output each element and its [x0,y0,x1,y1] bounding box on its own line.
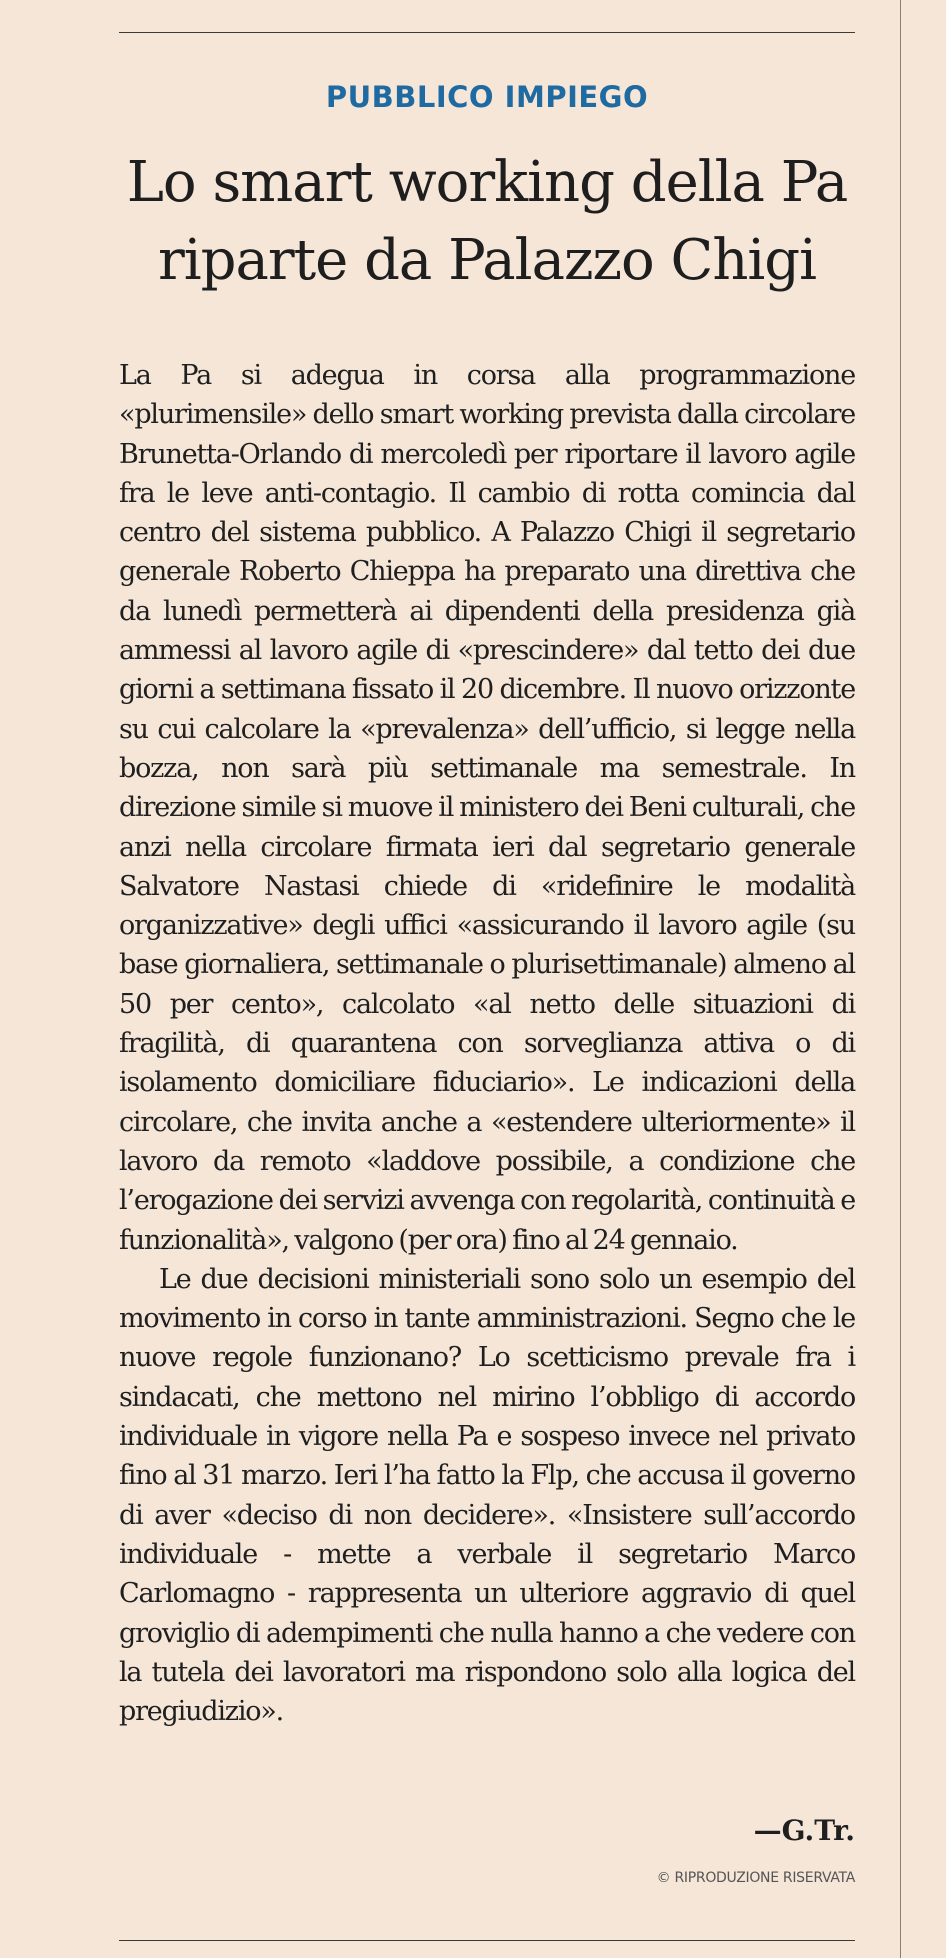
column-divider [900,0,901,1958]
article-body [119,356,855,1731]
article-paragraph-1: La Pa si adegua in corsa alla programmazione «plurimensile» dello smart working prevista dalla circolare Brunetta-Orlando di mercoledì per riportare il lavoro agile fra le leve anti-contagio. Il cambio di rotta comincia dal centro del sistema pubblico. A Palazzo Chigi il segretario generale Roberto Chieppa ha preparato una direttiva che da lunedì permetterà ai dipendenti della presidenza già ammessi al lavoro agile di «prescindere» dal tetto dei due giorni a settimana fissato il 20 dicembre. Il nuovo orizzonte su cui calcolare la «prevalenza» dell’ufficio, si legge nella bozza, non sarà più settimanale ma semestrale. In direzione simile si muove il ministero dei Beni culturali, che anzi nella circolare firmata ieri dal segretario generale Salvatore Nastasi chiede di «ridefinire le modalità organizzative» degli uffici «assicurando il lavoro agile (su base giornaliera, settimanale o plurisettimanale) almeno al 50 per cento», calcolato «al netto delle situazioni di fragilità, di quarantena con sorveglianza attiva o di isolamento domiciliare fiduciario». Le indicazioni della circolare, che invita anche a «estendere ulteriormente» il lavoro da remoto «laddove possibile, a condizione che l’erogazione dei servizi avvenga con regolarità, continuità e funzionalità», valgono (per ora) fino al 24 gennaio. [119,360,855,1256]
section-kicker: PUBBLICO IMPIEGO [325,80,649,114]
top-rule [119,32,855,33]
headline-line-2: riparte da Palazzo Chigi [157,228,817,293]
headline-line-1: Lo smart working della Pa [126,150,848,215]
article-paragraph-2: Le due decisioni ministeriali sono solo un esempio del movimento in corso in tante amministrazioni. Segno che le nuove regole funzionano? Lo scetticismo prevale fra i sindacati, che mettono nel mirino l’obbligo di accordo individuale in vigore nella Pa e sospeso invece nel privato fino al 31 marzo. Ieri l’ha fatto la Flp, che accusa il governo di aver «deciso di non decidere». «Insistere sull’accordo individuale - mette a verbale il segretario Marco Carlomagno - rappresenta un ulteriore aggravio di quel groviglio di adempimenti che nulla hanno a che vedere con la tutela dei lavoratori ma rispondono solo alla logica del pregiudizio». [119,1263,855,1728]
bottom-rule [119,1940,855,1941]
copyright-notice: © RIPRODUZIONE RISERVATA [656,1870,855,1886]
author-signature: —G.Tr. [753,1814,855,1847]
article-headline [100,144,874,300]
